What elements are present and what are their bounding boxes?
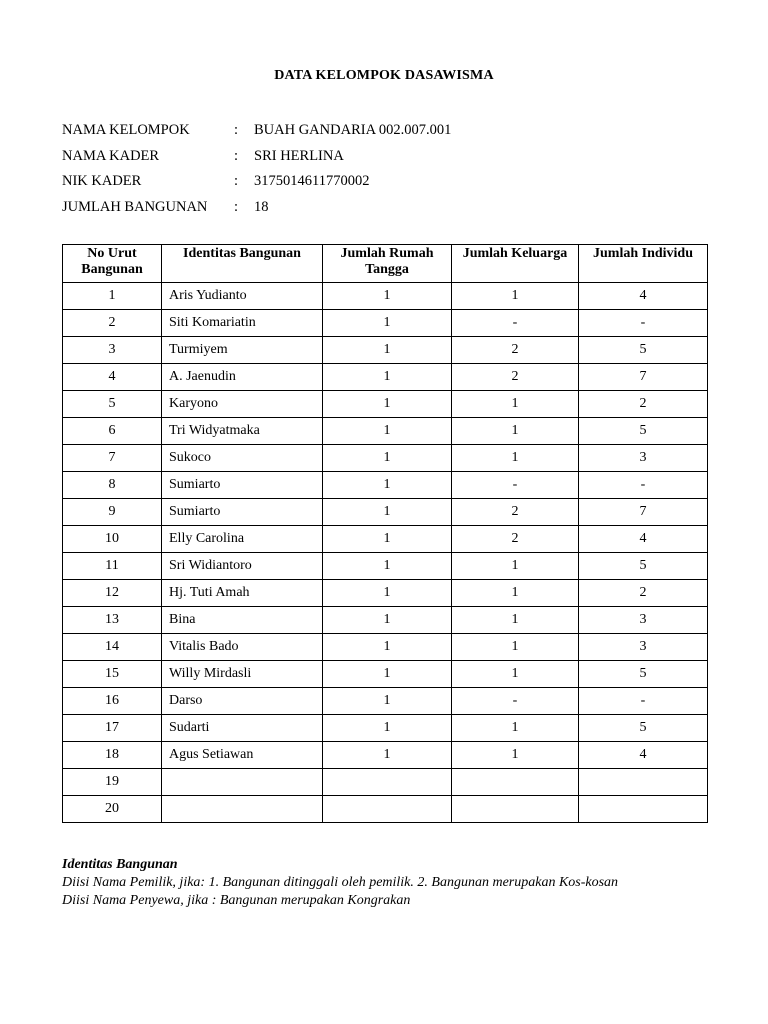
cell-building-number: 1	[63, 283, 162, 310]
cell-building-number: 19	[63, 769, 162, 796]
cell-family-count: -	[452, 688, 579, 715]
cell-family-count: 2	[452, 337, 579, 364]
table-row	[63, 715, 708, 742]
cell-individual-count: 5	[579, 337, 708, 364]
cell-individual-count: 3	[579, 607, 708, 634]
cell-building-identity: Aris Yudianto	[162, 283, 323, 310]
cell-household-count: 1	[323, 688, 452, 715]
table-row	[63, 364, 708, 391]
cell-family-count: 2	[452, 499, 579, 526]
cell-building-identity	[162, 769, 323, 796]
cell-household-count: 1	[323, 715, 452, 742]
cell-building-identity: Sudarti	[162, 715, 323, 742]
cell-building-identity: Bina	[162, 607, 323, 634]
cell-household-count: 1	[323, 445, 452, 472]
cell-individual-count: 5	[579, 715, 708, 742]
cell-building-identity: Karyono	[162, 391, 323, 418]
cell-family-count: 1	[452, 283, 579, 310]
cell-family-count: 2	[452, 364, 579, 391]
table-row	[63, 661, 708, 688]
table-header-row	[63, 245, 708, 283]
cell-family-count: 1	[452, 715, 579, 742]
info-value: 3175014611770002	[254, 173, 370, 190]
table-row	[63, 310, 708, 337]
cell-individual-count: 2	[579, 391, 708, 418]
cell-building-identity: Vitalis Bado	[162, 634, 323, 661]
info-value: 18	[254, 198, 269, 215]
cell-building-number: 13	[63, 607, 162, 634]
cell-building-number: 15	[63, 661, 162, 688]
cell-household-count: 1	[323, 310, 452, 337]
cell-family-count: 1	[452, 418, 579, 445]
cell-household-count: 1	[323, 499, 452, 526]
info-row-building-count	[62, 195, 451, 221]
cell-family-count: 1	[452, 445, 579, 472]
info-colon: :	[234, 198, 239, 215]
cell-building-identity: Sumiarto	[162, 472, 323, 499]
group-info	[62, 118, 451, 220]
cell-household-count: 1	[323, 364, 452, 391]
cell-family-count: 2	[452, 526, 579, 553]
cell-individual-count: 2	[579, 580, 708, 607]
cell-building-number: 16	[63, 688, 162, 715]
cell-individual-count: 5	[579, 418, 708, 445]
table-row	[63, 688, 708, 715]
cell-household-count: 1	[323, 634, 452, 661]
cell-building-identity: Willy Mirdasli	[162, 661, 323, 688]
info-label: JUMLAH BANGUNAN	[62, 198, 208, 215]
cell-household-count: 1	[323, 553, 452, 580]
info-label: NAMA KELOMPOK	[62, 122, 190, 139]
cell-building-number: 3	[63, 337, 162, 364]
cell-family-count: 1	[452, 661, 579, 688]
cell-building-number: 18	[63, 742, 162, 769]
info-value: BUAH GANDARIA 002.007.001	[254, 122, 452, 139]
cell-household-count: 1	[323, 742, 452, 769]
cell-household-count: 1	[323, 283, 452, 310]
cell-individual-count: 5	[579, 661, 708, 688]
cell-individual-count: -	[579, 688, 708, 715]
cell-household-count: 1	[323, 580, 452, 607]
cell-building-number: 2	[63, 310, 162, 337]
cell-building-identity: Darso	[162, 688, 323, 715]
cell-building-identity: Siti Komariatin	[162, 310, 323, 337]
notes-line: Diisi Nama Penyewa, jika : Bangunan merupakan Kongrakan	[62, 893, 411, 908]
cell-individual-count: 4	[579, 742, 708, 769]
info-colon: :	[234, 122, 239, 139]
table-body	[63, 283, 708, 823]
cell-family-count: 1	[452, 742, 579, 769]
info-value: SRI HERLINA	[254, 147, 344, 164]
cell-family-count: 1	[452, 580, 579, 607]
cell-individual-count: 7	[579, 499, 708, 526]
table-row	[63, 445, 708, 472]
cell-building-number: 17	[63, 715, 162, 742]
cell-individual-count: 7	[579, 364, 708, 391]
document-title: DATA KELOMPOK DASAWISMA	[274, 68, 494, 83]
table-row	[63, 742, 708, 769]
cell-building-identity: A. Jaenudin	[162, 364, 323, 391]
cell-building-identity	[162, 796, 323, 823]
cell-building-number: 20	[63, 796, 162, 823]
table-row	[63, 553, 708, 580]
cell-building-identity: Sukoco	[162, 445, 323, 472]
building-data-table	[62, 244, 708, 823]
cell-family-count: 1	[452, 607, 579, 634]
cell-building-number: 10	[63, 526, 162, 553]
cell-building-number: 14	[63, 634, 162, 661]
cell-individual-count	[579, 769, 708, 796]
cell-family-count: 1	[452, 391, 579, 418]
cell-building-number: 8	[63, 472, 162, 499]
cell-family-count: -	[452, 472, 579, 499]
table-row	[63, 607, 708, 634]
header-household-count: Jumlah Rumah Tangga	[323, 245, 452, 283]
cell-building-number: 9	[63, 499, 162, 526]
cell-building-number: 5	[63, 391, 162, 418]
header-individual-count: Jumlah Individu	[579, 245, 708, 283]
cell-family-count	[452, 796, 579, 823]
cell-family-count: -	[452, 310, 579, 337]
table-row	[63, 391, 708, 418]
cell-household-count: 1	[323, 337, 452, 364]
cell-family-count: 1	[452, 553, 579, 580]
info-colon: :	[234, 173, 239, 190]
table-row	[63, 580, 708, 607]
info-row-cadre-nik	[62, 169, 451, 195]
cell-building-number: 6	[63, 418, 162, 445]
cell-household-count: 1	[323, 661, 452, 688]
table-row	[63, 283, 708, 310]
cell-building-number: 12	[63, 580, 162, 607]
table-row	[63, 634, 708, 661]
header-building-number: No Urut Bangunan	[63, 245, 162, 283]
cell-family-count	[452, 769, 579, 796]
cell-building-identity: Agus Setiawan	[162, 742, 323, 769]
cell-building-identity: Sri Widiantoro	[162, 553, 323, 580]
notes-line: Diisi Nama Pemilik, jika: 1. Bangunan ditinggali oleh pemilik. 2. Bangunan merupakan Kos-kosan	[62, 875, 619, 890]
table-row	[63, 769, 708, 796]
cell-building-number: 4	[63, 364, 162, 391]
cell-household-count	[323, 796, 452, 823]
cell-building-number: 7	[63, 445, 162, 472]
cell-household-count: 1	[323, 391, 452, 418]
table-row	[63, 337, 708, 364]
table-row	[63, 526, 708, 553]
cell-household-count: 1	[323, 607, 452, 634]
header-family-count: Jumlah Keluarga	[452, 245, 579, 283]
cell-household-count	[323, 769, 452, 796]
cell-household-count: 1	[323, 526, 452, 553]
cell-family-count: 1	[452, 634, 579, 661]
cell-individual-count: -	[579, 472, 708, 499]
info-row-group-name	[62, 118, 451, 144]
cell-household-count: 1	[323, 472, 452, 499]
info-label: NIK KADER	[62, 173, 142, 190]
cell-building-identity: Elly Carolina	[162, 526, 323, 553]
info-label: NAMA KADER	[62, 147, 160, 164]
header-building-identity: Identitas Bangunan	[162, 245, 323, 283]
info-row-cadre-name	[62, 144, 451, 170]
cell-building-identity: Turmiyem	[162, 337, 323, 364]
cell-individual-count: 5	[579, 553, 708, 580]
notes-section	[62, 856, 618, 910]
cell-individual-count: 4	[579, 283, 708, 310]
info-colon: :	[234, 147, 239, 164]
cell-individual-count: -	[579, 310, 708, 337]
cell-individual-count	[579, 796, 708, 823]
cell-building-identity: Sumiarto	[162, 499, 323, 526]
cell-household-count: 1	[323, 418, 452, 445]
cell-building-identity: Tri Widyatmaka	[162, 418, 323, 445]
cell-individual-count: 3	[579, 634, 708, 661]
cell-building-number: 11	[63, 553, 162, 580]
notes-heading: Identitas Bangunan	[62, 857, 178, 872]
table-row	[63, 499, 708, 526]
cell-building-identity: Hj. Tuti Amah	[162, 580, 323, 607]
table-row	[63, 796, 708, 823]
cell-individual-count: 3	[579, 445, 708, 472]
cell-individual-count: 4	[579, 526, 708, 553]
table-row	[63, 472, 708, 499]
table-row	[63, 418, 708, 445]
